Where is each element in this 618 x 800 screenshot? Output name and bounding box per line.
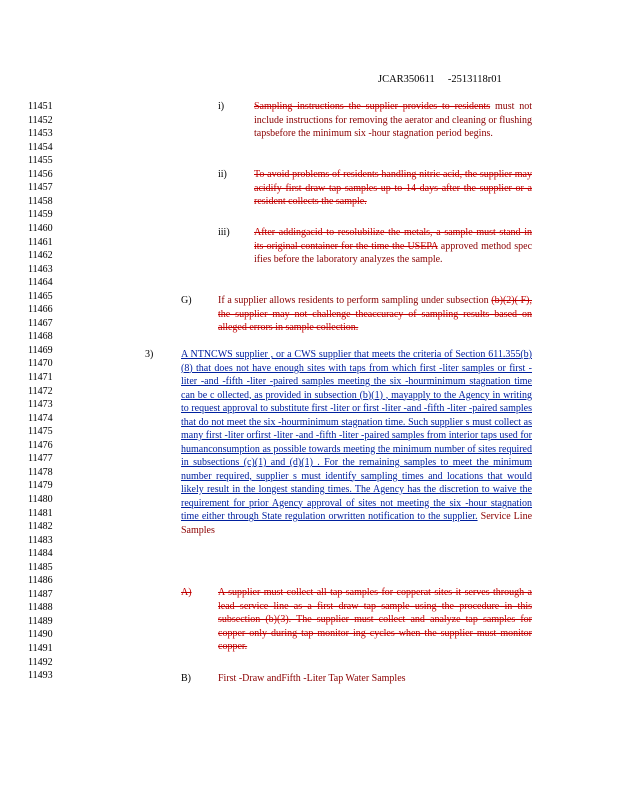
line-number: 11479 [28,480,53,492]
item-b-text [218,672,532,686]
line-number: 11492 [28,656,53,668]
line-number: 11466 [28,304,53,316]
line-number: 11465 [28,290,53,302]
line-number: 11452 [28,114,53,126]
line-number: 11459 [28,209,53,221]
item-3-text [181,348,532,537]
line-number: 11485 [28,561,53,573]
line-number: 11488 [28,602,53,614]
deleted-text: A supplier must collect all tap samples for copperat sites it serves through a lead service line as a first draw tap sample using the procedure in this subsection (b)(3). The supplier must collect and analyze tap samples for copper only during tap monitor ing cycles when the supplier must monitor copper. [218,587,532,652]
unchanged-text: First -Draw andFifth -Liter Tap Water Samples [218,673,406,684]
line-number: 11467 [28,317,53,329]
line-number: 11486 [28,575,53,587]
line-number: 11472 [28,385,53,397]
line-number: 11484 [28,548,53,560]
line-number: 11461 [28,236,53,248]
item-a-text [218,586,532,654]
deleted-text: After addingacid to resolubilize the metals, a sample must stand in its original container for the time the USEPA [254,227,532,252]
line-number: 11458 [28,195,53,207]
line-number: 11462 [28,250,53,262]
line-number: 11473 [28,399,53,411]
line-number: 11460 [28,222,53,234]
unchanged-text: Service Line Samples [181,511,533,536]
line-number: 11453 [28,128,53,140]
item-ii-text [254,168,532,209]
unchanged-text: approved method spec ifies before the laboratory analyzes the sample. [254,240,533,265]
item-label-iii: iii) [218,227,230,238]
line-number: 11457 [28,182,53,194]
item-label-ii: ii) [218,169,227,180]
line-number: 11477 [28,453,53,465]
line-number: 11474 [28,412,53,424]
deleted-text: (b)(2)( F), the supplier may not challenge theaccuracy of sampling results based on alleged errors in sample collection. [218,295,533,333]
item-label-a: A) [181,587,192,598]
inserted-text: A NTNCWS supplier , or a CWS supplier that meets the criteria of Section 611.355(b)(8) that does not have enough sites with taps from which first -liter samples or first -liter -and -fifth -liter -paired samples meeting the six -hourminimum stagnation time can be c ollected, as provided in subsection (b)(1) , mayapply to the Agency in writing to request approval to substitute first -liter or first -liter -and -fifth -liter -paired samples that do not meet the six -hourminimum stagnation time. Such supplier s must collect as many first -liter orfirst -liter -and -fifth -liter -paired samples from interior taps used for humanconsumption as possible towards meeting the minimum number of sites required in subsections (c)(1) and (d)(1) . For the remaining samples to meet the minimum number required, supplier s must identify sampling times and locations that would likely result in the longest standing times. The Agency has the discretion to waive the requirement for prior Agency approval of sites not meeting the six -hour stagnation time either through State regulation orwritten notification to the supplier. [181,349,532,522]
line-number: 11471 [28,372,53,383]
line-number: 11470 [28,358,53,370]
line-number: 11463 [28,263,53,275]
line-number: 11483 [28,534,53,546]
line-number: 11493 [28,670,53,682]
item-iii-text [254,226,532,267]
line-number: 11478 [28,466,53,478]
line-number: 11475 [28,426,53,438]
line-number: 11481 [28,507,53,519]
line-number: 11469 [28,344,53,356]
item-i-text [254,100,532,141]
line-number: 11454 [28,141,53,153]
line-number: 11490 [28,629,53,641]
line-number: 11456 [28,168,53,180]
line-number: 11451 [28,101,53,112]
line-number: 11491 [28,643,53,654]
deleted-text: Sampling instructions the supplier provides to residents [254,101,491,112]
deleted-text: To avoid problems of residents handling nitric acid, the supplier may acidify first draw tap samples up to 14 days after the supplier or a resident collects the sample. [254,169,532,207]
line-number: 11489 [28,615,53,627]
line-number: 11464 [28,277,53,289]
line-number: 11468 [28,331,53,343]
line-number: 11482 [28,521,53,533]
line-number: 11487 [28,588,53,600]
line-number: 11480 [28,493,53,505]
item-label-i: i) [218,101,225,112]
unchanged-text: If a supplier allows residents to perform sampling under subsection [218,295,489,306]
unchanged-text: must not include instructions for removing the aerator and cleaning or flushing tapsbefore the minimum six -hour stagnation period begins. [254,101,532,139]
line-number: 11476 [28,439,53,451]
item-label-g: G) [181,295,192,306]
item-label-3: 3) [145,349,154,360]
item-g-text [218,294,532,335]
document-header: JCAR350611 -2513118r01 [378,74,502,85]
item-label-b: B) [181,673,191,684]
line-number: 11455 [28,155,53,167]
